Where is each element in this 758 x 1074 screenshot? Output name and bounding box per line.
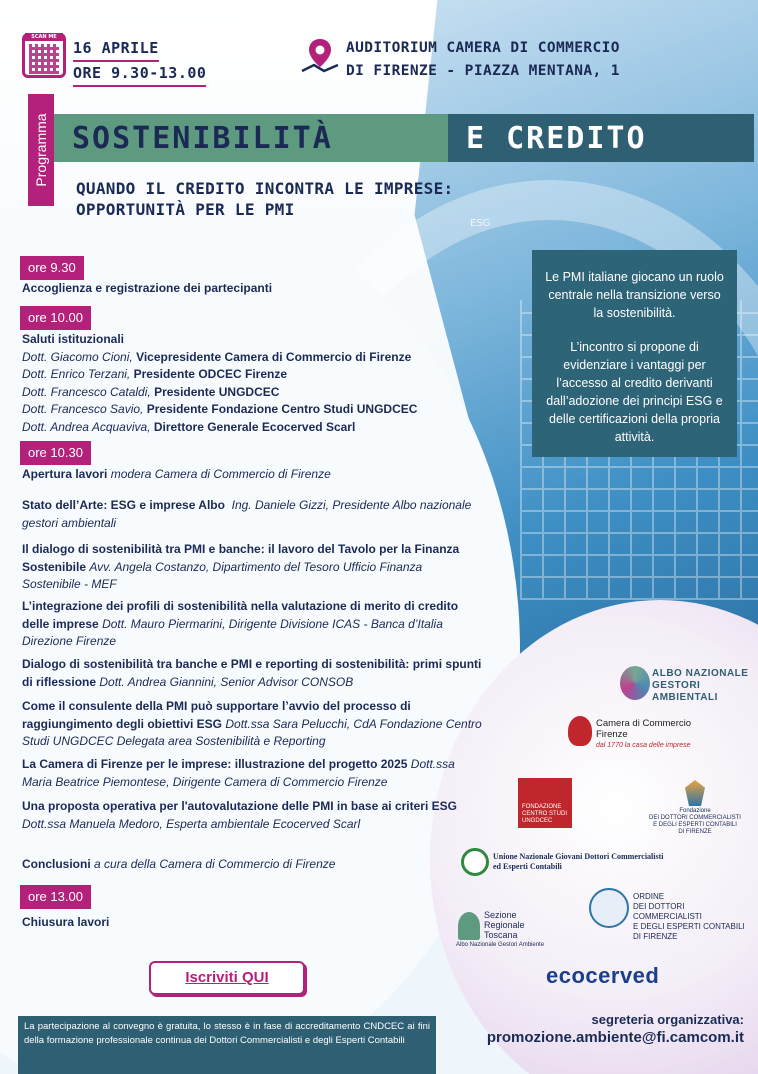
agenda-item: Stato dell’Arte: ESG e imprese Albo Ing. Daniele Gizzi, Presidente Albo nazionale gestori ambientali — [22, 498, 472, 530]
agenda-item: Una proposta operativa per l'autovalutazione delle PMI in base ai criteri ESG Dott.ssa Manuela Medoro, Esperta ambientale Ecocerved Scarl — [22, 799, 457, 831]
time-tag-0930: ore 9.30 — [20, 256, 84, 280]
agenda-item: Il dialogo di sostenibilità tra PMI e banche: il lavoro del Tavolo per la Finanza Sostenibile Avv. Angela Costanzo, Dipartimento del Tesoro Ufficio Finanza Sostenibile - MEF — [22, 542, 460, 591]
agenda-item: L’integrazione dei profili di sostenibilità nella valutazione di merito di credito delle imprese Dott. Mauro Piermarini, Dirigente Divisione ICAS - Banca d’Italia Direzione Firenze — [22, 599, 459, 648]
subtitle-line-1: QUANDO IL CREDITO INCONTRA LE IMPRESE: — [76, 179, 454, 198]
qr-pattern-icon — [29, 44, 59, 74]
slot-1300-text: Chiusura lavori — [22, 915, 110, 929]
agenda-item: Conclusioni a cura della Camera di Commercio di Firenze — [22, 857, 336, 871]
venue-line-2: DI FIRENZE - PIAZZA MENTANA, 1 — [346, 63, 620, 79]
wreath-icon — [461, 848, 489, 876]
speaker-row: Dott. Francesco Savio, Presidente Fondazione Centro Studi UNGDCEC — [22, 402, 418, 416]
agenda-item: Dialogo di sostenibilità tra banche e PMI e reporting di sostenibilità: primi spunti di riflessione Dott. Andrea Giannini, Senior Advisor CONSOB — [22, 657, 482, 689]
info-paragraph-2: L’incontro si propone di evidenziare i vantaggi per l’accesso al credito derivanti dall’adozione dei principi ESG e delle certificazioni della propria attività. — [546, 340, 723, 444]
secretariat-label: segreteria organizzativa: — [591, 1012, 744, 1027]
secretariat-email-link[interactable]: promozione.ambiente@fi.camcom.it — [486, 1029, 744, 1046]
event-date: 16 APRILE — [73, 37, 159, 62]
venue-line-1: AUDITORIUM CAMERA DI COMMERCIO — [346, 40, 620, 56]
info-box — [532, 250, 737, 457]
info-paragraph-1: Le PMI italiane giocano un ruolo centrale nella transizione verso la sostenibilità. — [545, 270, 724, 320]
lion-icon — [568, 716, 592, 746]
tree-icon — [458, 912, 480, 940]
time-tag-1030: ore 10.30 — [20, 441, 91, 465]
albo-mark-icon — [620, 666, 650, 700]
subtitle — [76, 178, 453, 220]
map-pin-icon — [300, 37, 340, 77]
time-tag-1300: ore 13.00 — [20, 885, 91, 909]
esg-tag: ESG — [470, 218, 491, 229]
fondazione-centro-studi-logo: FONDAZIONE CENTRO STUDI UNGDCEC — [518, 778, 572, 828]
agenda-item: La Camera di Firenze per le imprese: illustrazione del progetto 2025 Dott.ssa Maria Beatrice Piemontese, Dirigente Camera di Commercio Firenze — [22, 757, 455, 789]
secretariat — [470, 1012, 744, 1046]
signup-button[interactable]: Iscriviti QUI — [149, 961, 305, 995]
title-sostenibilita: SOSTENIBILITÀ — [72, 121, 333, 156]
agenda-item: Apertura lavori modera Camera di Commercio di Firenze — [22, 467, 331, 481]
saluti-block — [22, 331, 482, 436]
speaker-row: Dott. Enrico Terzani, Presidente ODCEC Firenze — [22, 367, 287, 381]
speaker-row: Dott. Giacomo Cioni, Vicepresidente Camera di Commercio di Firenze — [22, 349, 412, 364]
fleur-de-lis-icon — [589, 888, 629, 928]
slot-0930-text: Accoglienza e registrazione dei partecipanti — [22, 281, 273, 295]
speaker-row: Dott. Francesco Cataldi, Presidente UNGDCEC — [22, 384, 280, 399]
lily-icon — [685, 780, 705, 806]
saluti-heading: Saluti istituzionali — [22, 332, 125, 346]
event-date-time — [73, 37, 206, 87]
programma-label: Programma — [33, 113, 49, 187]
programma-tab — [28, 94, 54, 206]
event-time: ORE 9.30-13.00 — [73, 62, 206, 87]
time-tag-1000: ore 10.00 — [20, 306, 91, 330]
footer-note: La partecipazione al convegno è gratuita, lo stesso è in fase di accreditamento CNDCEC ai fini della formazione professionale continua dei Dottori Commercialisti e degli Esperti Contabili — [18, 1016, 436, 1074]
agenda-item: Come il consulente della PMI può supportare l’avvio del processo di raggiungimento degli obiettivi ESG Dott.ssa Sara Pelucchi, CdA Fondazione Centro Studi UNGDCEC Delegata area Sostenibilità e Reporting — [22, 699, 482, 748]
ecocerved-logo: ecocerved — [546, 963, 660, 988]
ungdcec-logo: Unione Nazionale Giovani Dottori Commercialisti ed Esperti Contabili — [461, 846, 661, 878]
albo-nazionale-logo: ALBO NAZIONALE GESTORI AMBIENTALI — [620, 662, 750, 704]
qr-label: SCAN ME — [25, 33, 63, 41]
ordine-commercialisti-logo: ORDINE DEI DOTTORI COMMERCIALISTI E DEGLI ESPERTI CONTABILI DI FIRENZE — [589, 888, 749, 938]
camera-commercio-logo: Camera di Commercio Firenze dal 1770 la casa delle imprese — [568, 712, 728, 758]
speaker-row: Dott. Andrea Acquaviva, Direttore Generale Ecocerved Scarl — [22, 419, 356, 434]
subtitle-line-2: OPPORTUNITÀ PER LE PMI — [76, 200, 295, 219]
fondazione-odcec-logo: Fondazione DEI DOTTORI COMMERCIALISTI E DEGLI ESPERTI CONTABILI DI FIRENZE — [640, 780, 750, 840]
qr-code[interactable] — [22, 33, 66, 78]
event-venue — [346, 37, 620, 83]
sezione-regionale-logo: Sezione Regionale Toscana Albo Nazionale Gestori Ambiente — [456, 910, 545, 948]
title-credito: E CREDITO — [466, 121, 647, 156]
